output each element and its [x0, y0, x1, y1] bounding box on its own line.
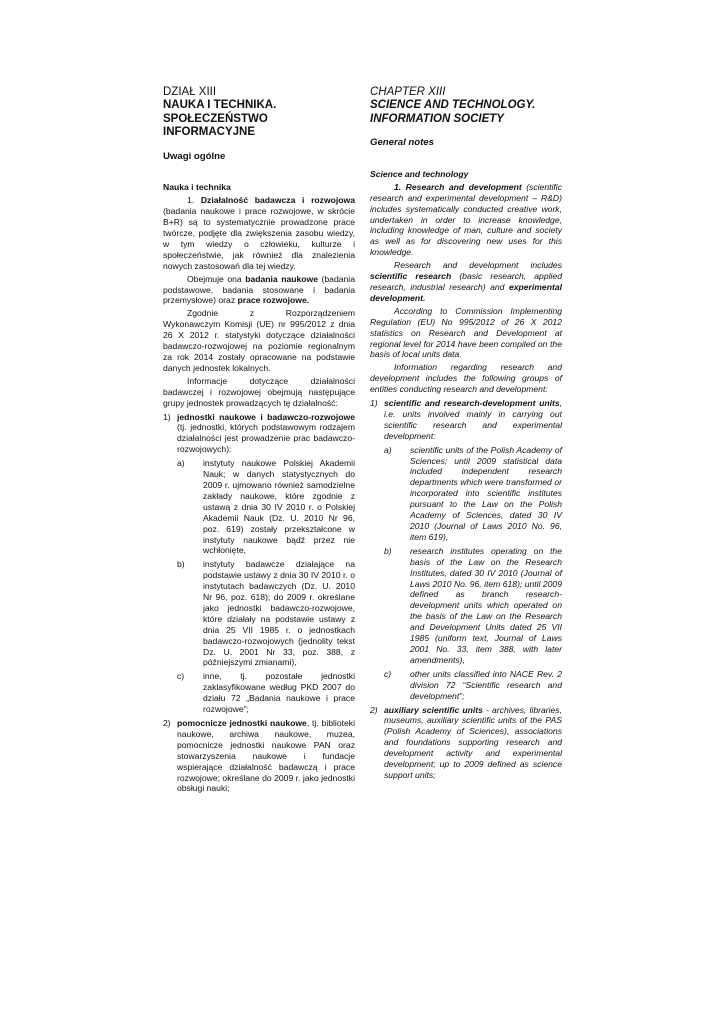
- list-item-1-en: 1) scientific and research-development units, i.e. units involved mainly in carrying out scientific research and experimental development:: [370, 398, 562, 441]
- chapter-title-line-2: SPOŁECZEŃSTWO INFORMACYJNE: [163, 112, 268, 138]
- general-notes-heading-en: General notes: [370, 137, 434, 148]
- chapter-title-line-1-en: SCIENCE AND TECHNOLOGY.: [370, 99, 536, 111]
- list-item-1a-en: a) scientific units of the Polish Academy of Sciences; until 2009 statistical data included independent research departments which were transformed or incorporated into scientific institutes pursuant to the Law on the Polish Academy of Sciences, dated 30 IV 2010 (Journal of Laws 2010 No. 96, item 619),: [384, 444, 562, 542]
- list-item-1: 1) jednostki naukowe i badawczo-rozwojowe (tj. jednostki, których podstawowym rodzajem działalności jest prowadzenie prac badawczo-rozwojowych):: [163, 411, 355, 455]
- list-item-2: 2) pomocnicze jednostki naukowe, tj. biblioteki naukowe, archiwa naukowe, muzea, pomocnicze jednostki naukowe PAN oraz stowarzyszenia naukowe i fundacje wspierające działalność badawczą i prace rozwojowe; określane do 2009 r. jako jednostki obsługi nauki;: [163, 718, 355, 794]
- chapter-number: DZIAŁ XIII: [163, 86, 217, 98]
- list-item-1c: c) inne, tj. pozostałe jednostki zaklasyfikowane według PKD 2007 do działu 72 „Badania naukowe i prace rozwojowe”;: [177, 671, 355, 715]
- list-marker: c): [384, 668, 392, 679]
- polish-column: [163, 86, 355, 794]
- list-marker: a): [177, 458, 185, 469]
- chapter-number-en: CHAPTER XIII: [370, 86, 446, 98]
- list-item-1c-en: c) other units classified into NACE Rev. 2 division 72 “Scientific research and development”;: [384, 668, 562, 701]
- list-item-1b-en: b) research institutes operating on the basis of the Law on the Research Institutes, dated 30 IV 2010 (Journal of Laws 2010 No. 96, item 618); until 2009 defined as branch research-development units which operated on the basis of the Law on the Research and Development Units dated 25 VII 1985 (uniform text, Journal of Laws 2001 No. 33, item 388, with later amendments),: [384, 545, 562, 665]
- general-notes-heading: Uwagi ogólne: [163, 150, 226, 162]
- chapter-title-line-2-en: INFORMATION SOCIETY: [370, 112, 504, 125]
- paragraph-3: Zgodnie z Rozporządzeniem Wykonawczym Komisji (UE) nr 995/2012 z dnia 26 X 2012 r. statystyki dotyczące działalności badawczo-rozwojowej na poziomie regionalnym za rok 2014 zostały opracowane na podstawie danych jednostek lokalnych.: [163, 308, 355, 373]
- list-marker: 1): [163, 411, 171, 422]
- list-item-2-en: 2) auxiliary scientific units - archives, libraries, museums, auxiliary scientific units of the PAS (Polish Academy of Sciences), associations and foundations supporting research and development activity and experimental development; up to 2009 defined as science support units;: [370, 704, 562, 780]
- list-marker: c): [177, 671, 185, 682]
- paragraph-2-en: Research and development includes scientific research (basic research, applied research, industrial research) and experimental development.: [370, 260, 562, 303]
- list-marker: 2): [163, 718, 171, 728]
- list-marker: b): [177, 559, 185, 570]
- section-subheading: Nauka i technika: [163, 182, 231, 193]
- list-marker: 2): [370, 704, 378, 715]
- list-marker: a): [384, 444, 392, 455]
- paragraph-1: 1. Działalność badawcza i rozwojowa (badania naukowe i prace rozwojowe, w skrócie B+R) są to systematycznie prowadzone prace twórcze, podjęte dla zwiększenia zasobu wiedzy, w tym wiedzy o człowieku, kulturze i społeczeństwie, jak również dla znalezienia nowych zastosowań dla tej wiedzy.: [163, 195, 355, 271]
- paragraph-3-en: According to Commission Implementing Regulation (EU) No 995/2012 of 26 X 2012 statistics on Research and Development at regional level for 2014 have been compiled on the basis of local units data.: [370, 305, 562, 360]
- list-marker: 1): [370, 398, 378, 409]
- list-item-1b: b) instytuty badawcze działające na podstawie ustawy z dnia 30 IV 2010 r. o instytutach badawczych (Dz. U. 2010 Nr 96, poz. 618); do 2009 r. określane jako jednostki badawczo-rozwojowe, które działały na podstawie ustawy z dnia 25 VII 1985 r. o jednostkach badawczo-rozwojowych (jednolity tekst Dz. U. 2001 Nr 33, poz. 388, z późniejszymi zmianami),: [177, 559, 355, 668]
- section-subheading-en: Science and technology: [370, 168, 469, 179]
- list-item-1a: a) instytuty naukowe Polskiej Akademii Nauk; w danych statystycznych do 2009 r. ujmowano również samodzielne zakłady naukowe, które zgodnie z ustawą z dnia 30 IV 2010 r. o Polskiej Akademii Nauk (Dz. U. 2010 Nr 96, poz. 619) zostały przekształcone w instytuty naukowe bądź przez nie wchłonięte,: [177, 458, 355, 556]
- english-column: [370, 86, 562, 781]
- list-marker: b): [384, 545, 392, 556]
- chapter-title-line-1: NAUKA I TECHNIKA.: [163, 99, 277, 111]
- paragraph-2: Obejmuje ona badania naukowe (badania podstawowe, badania stosowane i badania przemysłowe) oraz prace rozwojowe.: [163, 273, 355, 306]
- paragraph-4-en: Information regarding research and development includes the following groups of entities conducting research and development:: [370, 362, 562, 395]
- paragraph-4: Informacje dotyczące działalności badawczej i rozwojowej obejmują następujące grupy jednostek prowadzących tę działalność:: [163, 375, 355, 408]
- paragraph-1-en: 1. Research and development (scientific research and experimental development – R&D) includes systematically conducted creative work, undertaken in order to increase knowledge, including knowledge of man, culture and society as well as for discovering new uses for this knowledge.: [370, 181, 563, 258]
